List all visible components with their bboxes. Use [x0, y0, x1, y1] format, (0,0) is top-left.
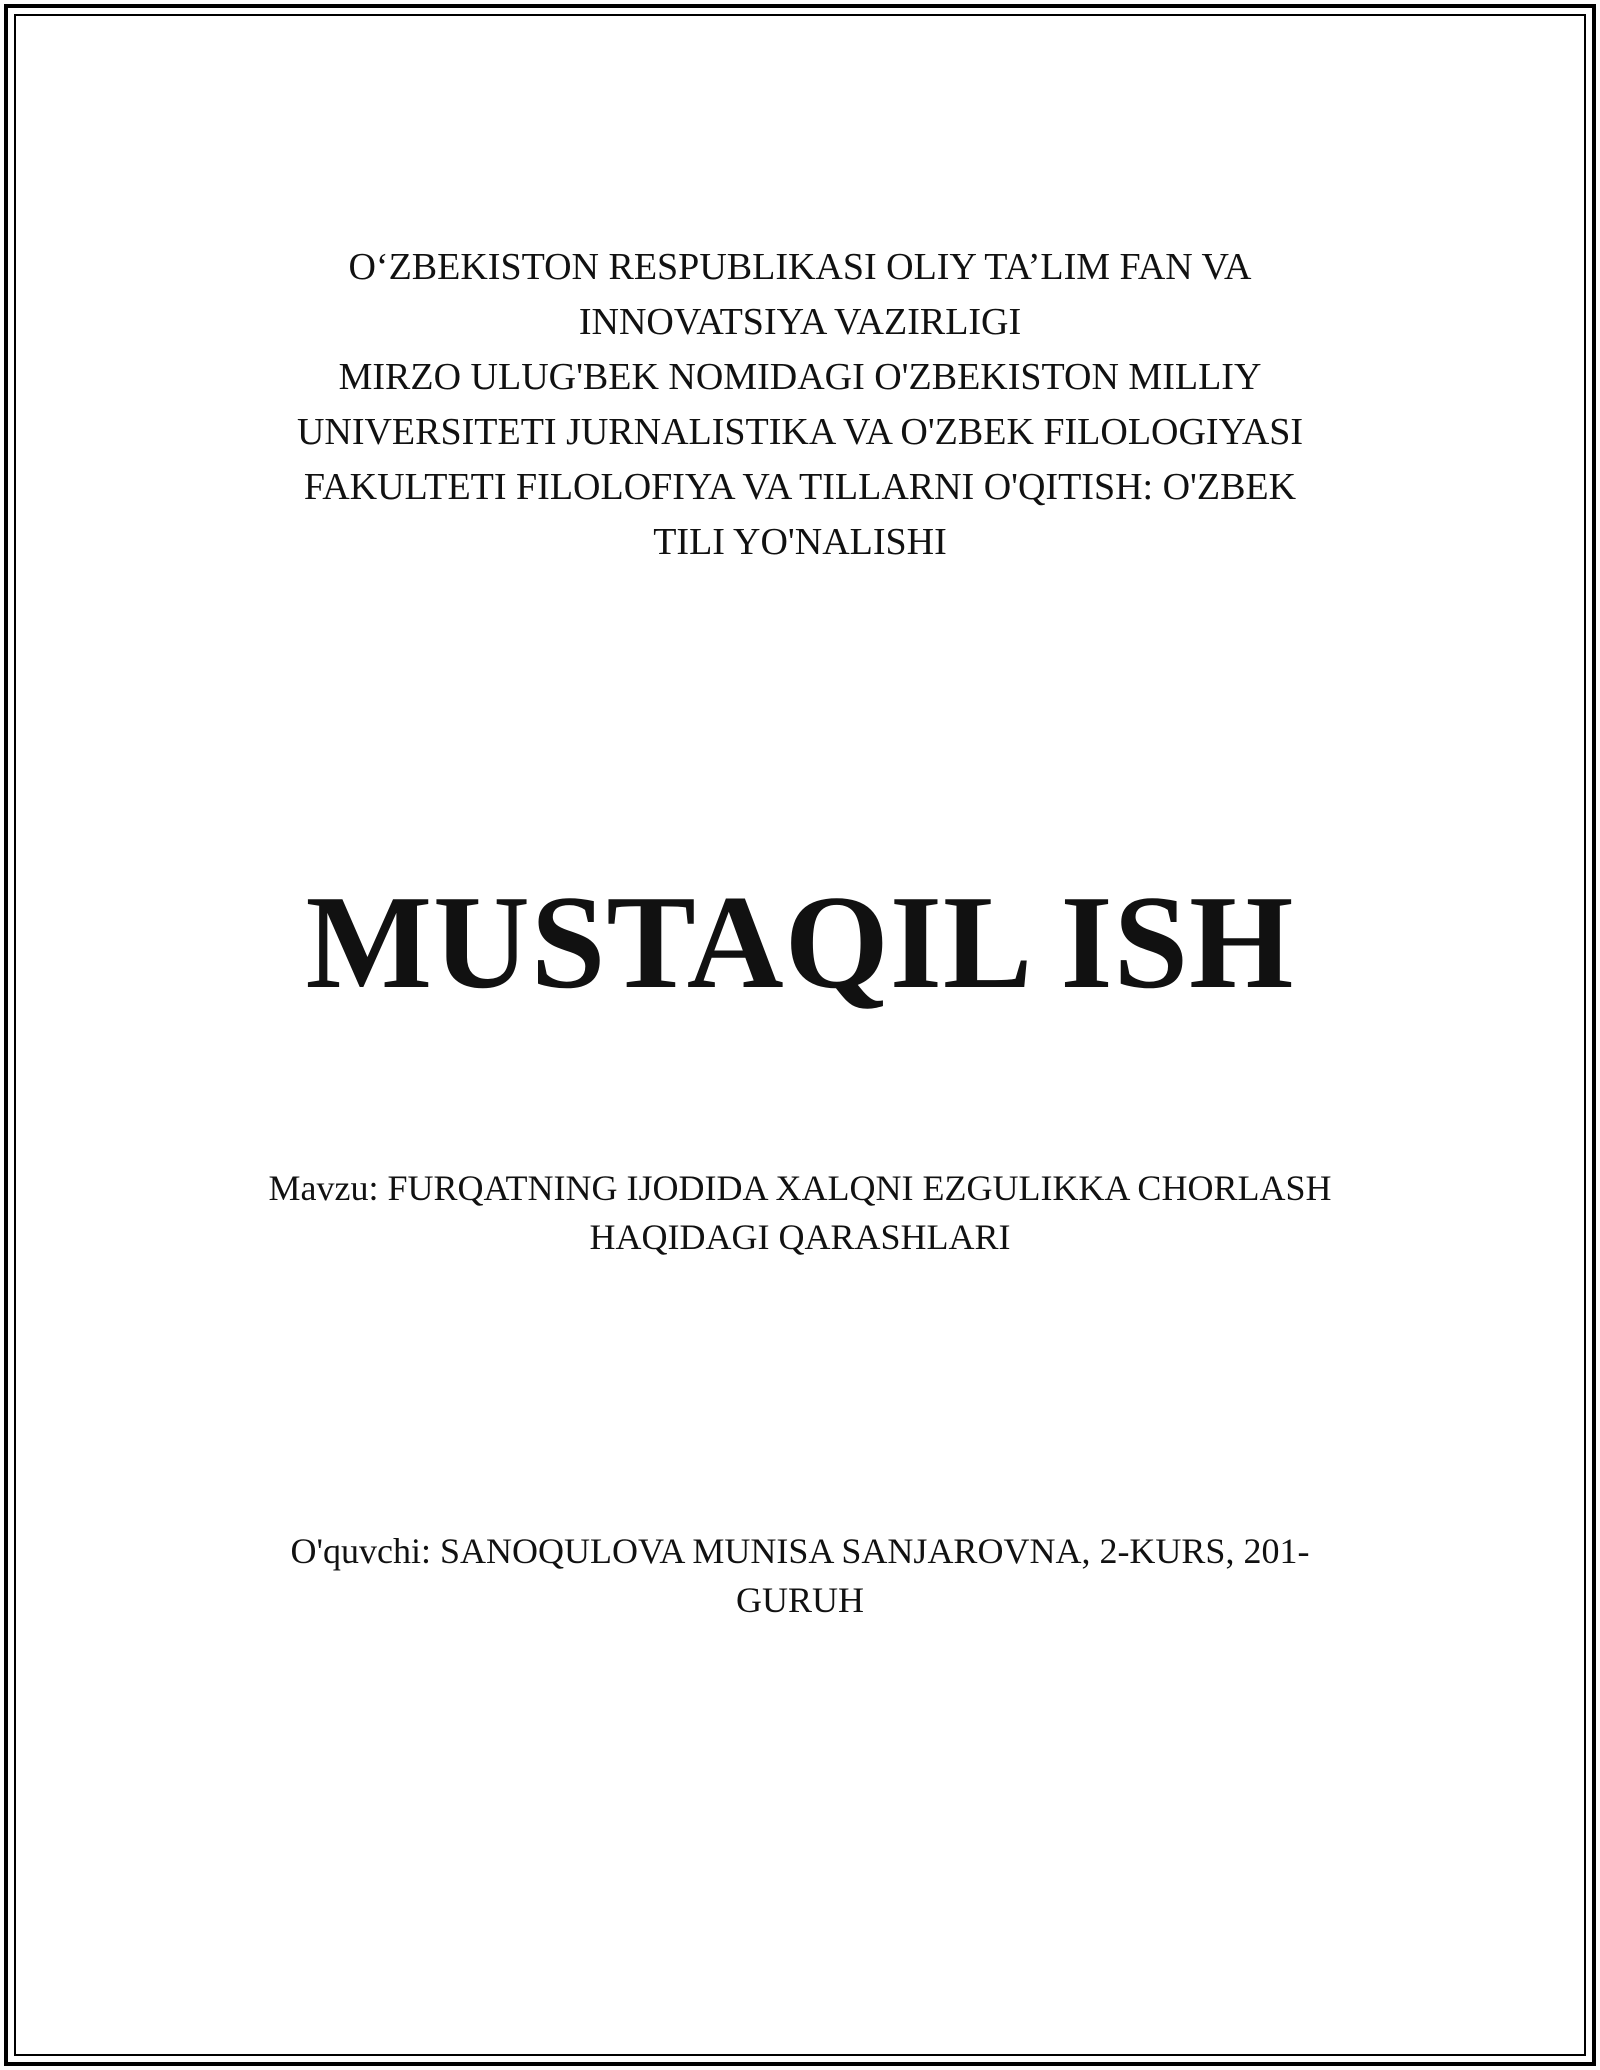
student-section	[0, 1527, 1600, 1625]
topic-section	[0, 1164, 1600, 1262]
header-line: O‘ZBEKISTON RESPUBLIKASI OLIY TA’LIM FAN VA	[348, 246, 1252, 288]
document-title: MUSTAQIL ISH	[305, 868, 1295, 1016]
topic-line: HAQIDAGI QARASHLARI	[589, 1217, 1011, 1257]
header-line: INNOVATSIYA VAZIRLIGI	[578, 301, 1022, 343]
header-line: FAKULTETI FILOLOFIYA VA TILLARNI O'QITISH: O'ZBEK	[303, 466, 1297, 508]
header-line: UNIVERSITETI JURNALISTIKA VA O'ZBEK FILOLOGIYASI	[296, 411, 1304, 453]
header-line: MIRZO ULUG'BEK NOMIDAGI O'ZBEKISTON MILLIY	[338, 356, 1262, 398]
topic-line: Mavzu: FURQATNING IJODIDA XALQNI EZGULIKKA CHORLASH	[268, 1168, 1332, 1208]
header-line: TILI YO'NALISHI	[653, 521, 947, 563]
student-line: GURUH	[735, 1580, 864, 1620]
institution-header	[0, 240, 1600, 570]
student-line: O'quvchi: SANOQULOVA MUNISA SANJAROVNA, 2-KURS, 201-	[290, 1531, 1310, 1571]
